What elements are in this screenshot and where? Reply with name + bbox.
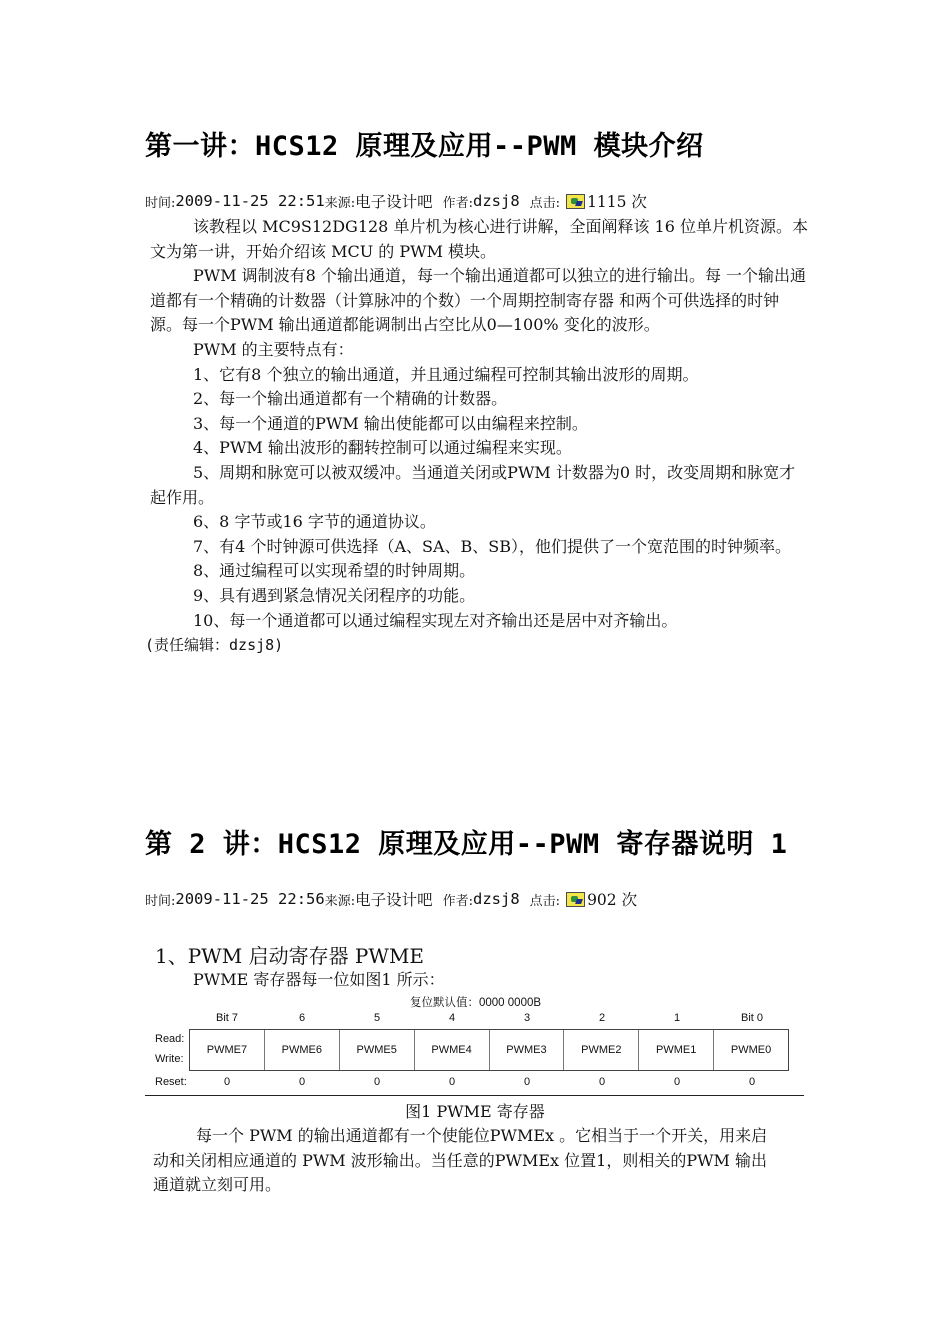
register-field: PWME7 — [190, 1030, 265, 1070]
article1-title: 第一讲：HCS12 原理及应用--PWM 模块介绍 — [145, 131, 704, 162]
article1-meta — [145, 190, 647, 212]
list-item: 5、周期和脉宽可以被双缓冲。当通道关闭或PWM 计数器为0 时，改变周期和脉宽才起作用。 — [150, 462, 796, 507]
time-label: 时间: — [145, 195, 176, 211]
author-value: dzsj8 — [473, 890, 520, 908]
author-label: 作者: — [442, 893, 473, 909]
bit-label: 2 — [598, 1012, 606, 1024]
register-field: PWME1 — [639, 1030, 714, 1070]
hit-counter-icon — [566, 892, 585, 907]
author-label: 作者: — [442, 195, 473, 211]
reset-default-label: 复位默认值：0000 0000B — [410, 997, 542, 1009]
reset-value: 0 — [448, 1076, 456, 1088]
list-item: 3、每一个通道的PWM 输出使能都可以由编程来控制。 — [193, 413, 588, 433]
hit-counter-icon — [566, 194, 585, 209]
register-bits — [189, 1029, 789, 1071]
read-label: Read: — [155, 1033, 185, 1045]
bit-label: Bit 7 — [215, 1012, 238, 1024]
paragraph: 每一个 PWM 的输出通道都有一个使能位PWMEx 。它相当于一个开关，用来启动和关闭相应通道的 PWM 波形输出。当任意的PWMEx 位置1，则相关的PWM 输出通道就立刻可用。 — [153, 1126, 768, 1195]
hits-label: 点击: — [529, 893, 561, 909]
time-value: 2009-11-25 22:51 — [175, 192, 325, 210]
list-item: 7、有4 个时钟源可供选择（A、SA、B、SB），他们提供了一个宽范围的时钟频率。 — [193, 536, 791, 556]
register-field: PWME2 — [564, 1030, 639, 1070]
list-item: 2、每一个输出通道都有一个精确的计数器。 — [193, 389, 508, 409]
bit-label: 6 — [298, 1012, 306, 1024]
list-item: 9、具有遇到紧急情况关闭程序的功能。 — [193, 585, 476, 605]
bit-label: Bit 0 — [740, 1012, 763, 1024]
article2-meta — [145, 888, 637, 910]
article2-title: 第 2 讲：HCS12 原理及应用--PWM 寄存器说明 1 — [145, 829, 788, 860]
bit-label: 4 — [448, 1012, 456, 1024]
hits-value: 902 次 — [587, 891, 638, 909]
reset-value: 0 — [598, 1076, 606, 1088]
register-field: PWME6 — [265, 1030, 340, 1070]
list-item: 4、PWM 输出波形的翻转控制可以通过编程来实现。 — [193, 438, 572, 458]
paragraph: PWM 的主要特点有： — [193, 339, 354, 359]
source-value: 电子设计吧 — [355, 891, 433, 909]
reset-value: 0 — [523, 1076, 531, 1088]
editor-credit: (责任编辑：dzsj8) — [145, 636, 284, 655]
register-field: PWME5 — [340, 1030, 415, 1070]
reset-value: 0 — [373, 1076, 381, 1088]
register-intro — [150, 968, 810, 993]
figure-caption: 图1 PWME 寄存器 — [405, 1102, 545, 1121]
paragraph: 该教程以 MC9S12DG128 单片机为核心进行讲解，全面阐释该 16 位单片机资源。本文为第一讲，开始介绍该 MCU 的 PWM 模块。 — [150, 217, 808, 261]
bit-label: 5 — [373, 1012, 381, 1024]
hits-value: 1115 次 — [587, 193, 647, 211]
article1-body — [145, 215, 810, 658]
reset-value: 0 — [673, 1076, 681, 1088]
author-value: dzsj8 — [473, 192, 520, 210]
register-field: PWME3 — [490, 1030, 565, 1070]
write-label: Write: — [155, 1053, 184, 1065]
source-value: 电子设计吧 — [355, 193, 433, 211]
section-heading: 1、PWM 启动寄存器 PWME — [155, 944, 425, 968]
time-label: 时间: — [145, 893, 176, 909]
paragraph: PWM 调制波有8 个输出通道，每一个输出通道都可以独立的进行输出。每 一个输出通道都有一个精确的计数器（计算脉冲的个数）一个周期控制寄存器 和两个可供选择的时钟源。每一个PWM 输出通道都能调制出占空比从0—100% 变化的波形。 — [150, 266, 807, 335]
reset-value: 0 — [748, 1076, 756, 1088]
hits-label: 点击: — [529, 195, 561, 211]
list-item: 6、8 字节或16 字节的通道协议。 — [193, 512, 436, 532]
register-field: PWME4 — [415, 1030, 490, 1070]
source-label: 来源: — [324, 893, 356, 909]
reset-value: 0 — [223, 1076, 231, 1088]
list-item: 8、通过编程可以实现希望的时钟周期。 — [193, 561, 476, 581]
register-field: PWME0 — [730, 1044, 772, 1056]
bit-label: 3 — [523, 1012, 531, 1024]
bit-label: 1 — [673, 1012, 681, 1024]
paragraph: PWME 寄存器每一位如图1 所示： — [193, 970, 445, 989]
reset-label: Reset: — [155, 1076, 187, 1088]
list-item: 10、每一个通道都可以通过编程实现左对齐输出还是居中对齐输出。 — [193, 610, 678, 630]
source-label: 来源: — [324, 195, 356, 211]
time-value: 2009-11-25 22:56 — [175, 890, 325, 908]
register-description — [153, 1124, 778, 1198]
reset-value: 0 — [298, 1076, 306, 1088]
list-item: 1、它有8 个独立的输出通道，并且通过编程可控制其输出波形的周期。 — [193, 364, 699, 384]
figure-rule — [145, 1095, 804, 1096]
